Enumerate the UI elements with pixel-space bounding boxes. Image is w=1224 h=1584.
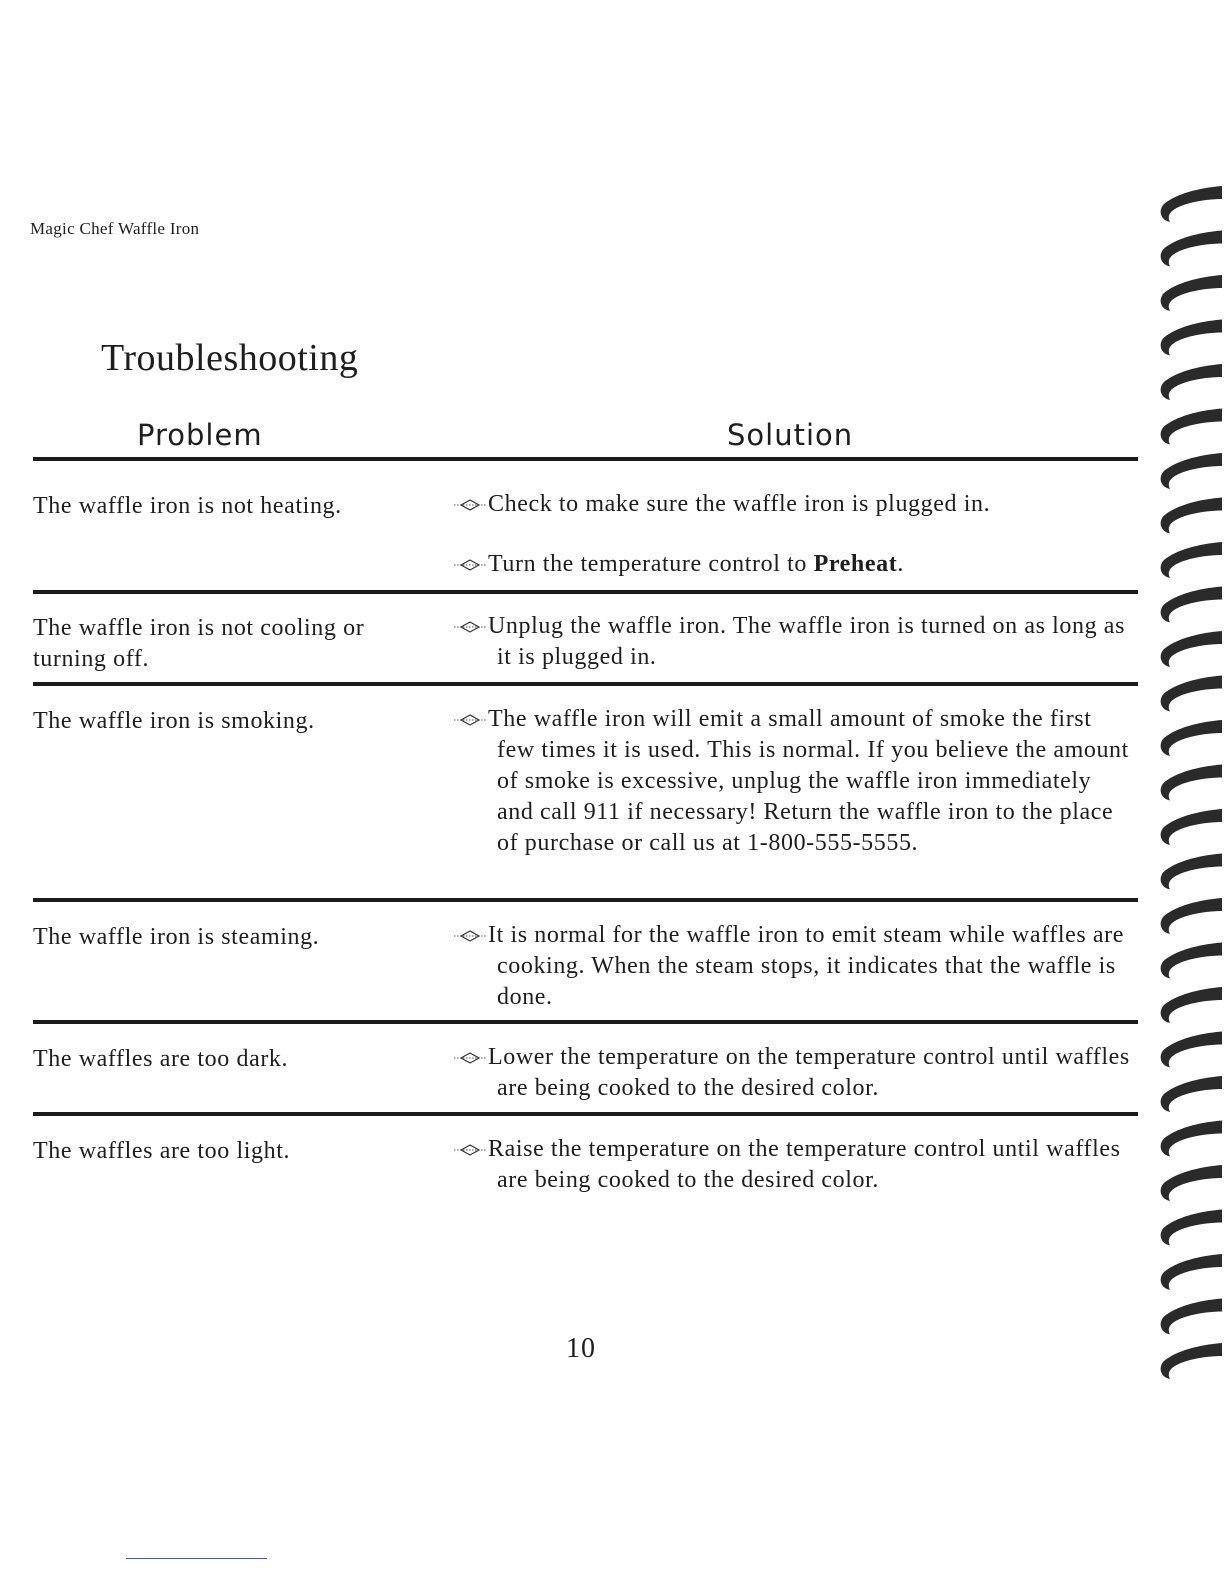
spiral-binding [1150, 178, 1224, 1388]
problem-text: The waffle iron is not cooling or turning off. [33, 615, 365, 672]
row-divider [33, 590, 1138, 594]
diamond-bullet-icon [453, 499, 487, 511]
page-number: 10 [566, 1333, 596, 1364]
binding-coil [1161, 1165, 1222, 1201]
solution-bullet [453, 611, 1133, 673]
binding-coil [1161, 231, 1222, 267]
diamond-bullet-icon [453, 559, 487, 571]
diamond-bullet-icon [453, 714, 487, 726]
binding-coil [1161, 1343, 1222, 1379]
binding-coil [1161, 542, 1222, 578]
binding-coil [1161, 186, 1222, 222]
row-divider [33, 682, 1138, 686]
binding-coil [1161, 1076, 1222, 1112]
solution-bullet [453, 704, 1133, 859]
binding-coil [1161, 854, 1222, 890]
problem-text: The waffle iron is smoking. [33, 708, 315, 734]
binding-coil [1161, 1210, 1222, 1246]
binding-coil [1161, 898, 1222, 934]
problem-text: The waffles are too dark. [33, 1046, 289, 1072]
binding-coil [1161, 987, 1222, 1023]
solution-bullet [453, 1042, 1133, 1104]
row-divider [33, 898, 1138, 902]
solution-text: Check to make sure the waffle iron is plugged in. [488, 491, 991, 517]
problem-column-header: Problem [137, 418, 263, 452]
diamond-bullet-icon [453, 621, 487, 633]
binding-coil [1161, 809, 1222, 845]
solution-bullet [453, 920, 1133, 1013]
problem-text: The waffle iron is steaming. [33, 924, 320, 950]
binding-coil [1161, 676, 1222, 712]
problem-text: The waffle iron is not heating. [33, 493, 342, 519]
solution-text-end: . [897, 551, 904, 577]
solution-text: Lower the temperature on the temperature control until waffles are being cooked to the desired color. [488, 1044, 1130, 1101]
solution-bullet [453, 489, 1133, 520]
solution-text: Turn the temperature control to [488, 551, 814, 577]
problem-text: The waffles are too light. [33, 1138, 291, 1164]
solution-text: It is normal for the waffle iron to emit steam while waffles are cooking. When the steam stops, it indicates that the waffle is done. [488, 922, 1124, 1010]
solution-text: Unplug the waffle iron. The waffle iron is turned on as long as it is plugged in. [488, 613, 1126, 670]
binding-coil [1161, 943, 1222, 979]
diamond-bullet-icon [453, 1052, 487, 1064]
solution-text: Raise the temperature on the temperature control until waffles are being cooked to the desired color. [488, 1136, 1121, 1193]
binding-coil [1161, 275, 1222, 311]
diamond-bullet-icon [453, 1144, 487, 1156]
binding-coil [1161, 320, 1222, 356]
row-divider [33, 1112, 1138, 1116]
binding-coil [1161, 631, 1222, 667]
binding-coil [1161, 364, 1222, 400]
table-header-rule [33, 457, 1138, 461]
page-title: Troubleshooting [101, 337, 359, 379]
binding-coil [1161, 587, 1222, 623]
footer-link-line [126, 1558, 267, 1559]
binding-coil [1161, 1299, 1222, 1335]
row-divider [33, 1020, 1138, 1024]
binding-coil [1161, 1254, 1222, 1290]
preheat-setting: Preheat [813, 551, 898, 577]
solution-bullet [453, 549, 1133, 580]
running-head: Magic Chef Waffle Iron [30, 219, 200, 238]
binding-coil [1161, 720, 1222, 756]
binding-coil [1161, 498, 1222, 534]
solution-column-header: Solution [727, 418, 854, 452]
binding-coil [1161, 409, 1222, 445]
binding-coil [1161, 1032, 1222, 1068]
diamond-bullet-icon [453, 930, 487, 942]
solution-text: The waffle iron will emit a small amount of smoke the first few times it is used. This is normal. If you believe the amount of smoke is excessive, unplug the waffle iron immediately and call 911 if necessary! Return the waffle iron to the place of purchase or call us at 1-800-555-5555. [488, 706, 1129, 856]
binding-coil [1161, 453, 1222, 489]
solution-bullet [453, 1134, 1133, 1196]
binding-coil [1161, 765, 1222, 801]
binding-coil [1161, 1121, 1222, 1157]
